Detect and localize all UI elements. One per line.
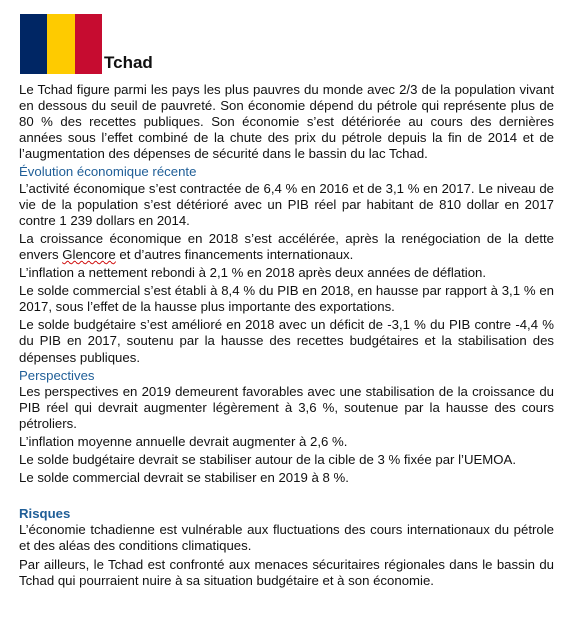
evolution-paragraph-2-end: et d’autres financements internationaux. bbox=[115, 246, 354, 262]
evolution-paragraph-2 bbox=[19, 231, 554, 263]
evolution-paragraph-1: L’activité économique s’est contractée de 6,4 % en 2016 et de 3,1 % en 2017. Le niveau de vie de la population s’est détérioré avec un PIB réel par habitant de 810 dollar en 2017 contre 1 239 dollars en 2014. bbox=[19, 180, 554, 228]
flag-stripe-yellow bbox=[47, 14, 74, 74]
chad-flag-icon bbox=[20, 14, 102, 74]
evolution-heading: Évolution économique récente bbox=[19, 164, 197, 180]
perspectives-heading: Perspectives bbox=[19, 367, 95, 383]
risques-paragraph-2: Par ailleurs, le Tchad est confronté aux menaces sécuritaires régionales dans le bassin du Tchad qui pourraient nuire à sa situation budgétaire et à son économie. bbox=[19, 556, 554, 588]
evolution-paragraph-5: Le solde budgétaire s’est amélioré en 2018 avec un déficit de -3,1 % du PIB contre -4,4 % du PIB en 2017, soutenu par la hausse des recettes budgétaires et la stabilisation des dépenses publiques. bbox=[19, 317, 554, 365]
flag-stripe-red bbox=[75, 14, 102, 74]
intro-paragraph: Le Tchad figure parmi les pays les plus pauvres du monde avec 2/3 de la population vivant en dessous du seuil de pauvreté. Son économie dépend du pétrole qui représente plus de 80 % des recettes publiques. Son économie s’est détériorée au cours des dernières années sous l’effet combiné de la chute des prix du pétrole depuis la fin de 2014 et de l’augmentation des dépenses de sécurité dans le bassin du lac Tchad. bbox=[19, 82, 554, 162]
risques-paragraph-1: L’économie tchadienne est vulnérable aux fluctuations des cours internationaux du pétrole et des aléas des conditions climatiques. bbox=[19, 522, 554, 554]
document-body bbox=[19, 82, 554, 591]
perspectives-paragraph-2: L’inflation moyenne annuelle devrait augmenter à 2,6 %. bbox=[19, 433, 348, 449]
evolution-paragraph-3: L’inflation a nettement rebondi à 2,1 % en 2018 après deux années de déflation. bbox=[19, 265, 487, 281]
page-title: Tchad bbox=[104, 53, 153, 72]
perspectives-paragraph-4: Le solde commercial devrait se stabiliser en 2019 à 8 %. bbox=[19, 470, 349, 486]
perspectives-paragraph-3: Le solde budgétaire devrait se stabiliser autour de la cible de 3 % fixée par l’UEMOA. bbox=[19, 452, 516, 468]
risques-heading: Risques bbox=[19, 506, 71, 522]
page-header bbox=[20, 12, 153, 74]
glencore-text: Glencore bbox=[62, 246, 116, 262]
flag-stripe-blue bbox=[20, 14, 47, 74]
evolution-paragraph-2-start: La croissance économique en 2018 s’est accélérée, après la renégociation de la dette envers bbox=[19, 230, 554, 262]
evolution-paragraph-4: Le solde commercial s’est établi à 8,4 % du PIB en 2018, en hausse par rapport à 3,1 % en 2017, sous l’effet de la hausse plus importante des exportations. bbox=[19, 283, 554, 315]
perspectives-paragraph-1: Les perspectives en 2019 demeurent favorables avec une stabilisation de la croissance du PIB réel qui devrait augmenter légèrement à 3,6 %, soutenue par la hausse des cours pétroliers. bbox=[19, 383, 554, 431]
